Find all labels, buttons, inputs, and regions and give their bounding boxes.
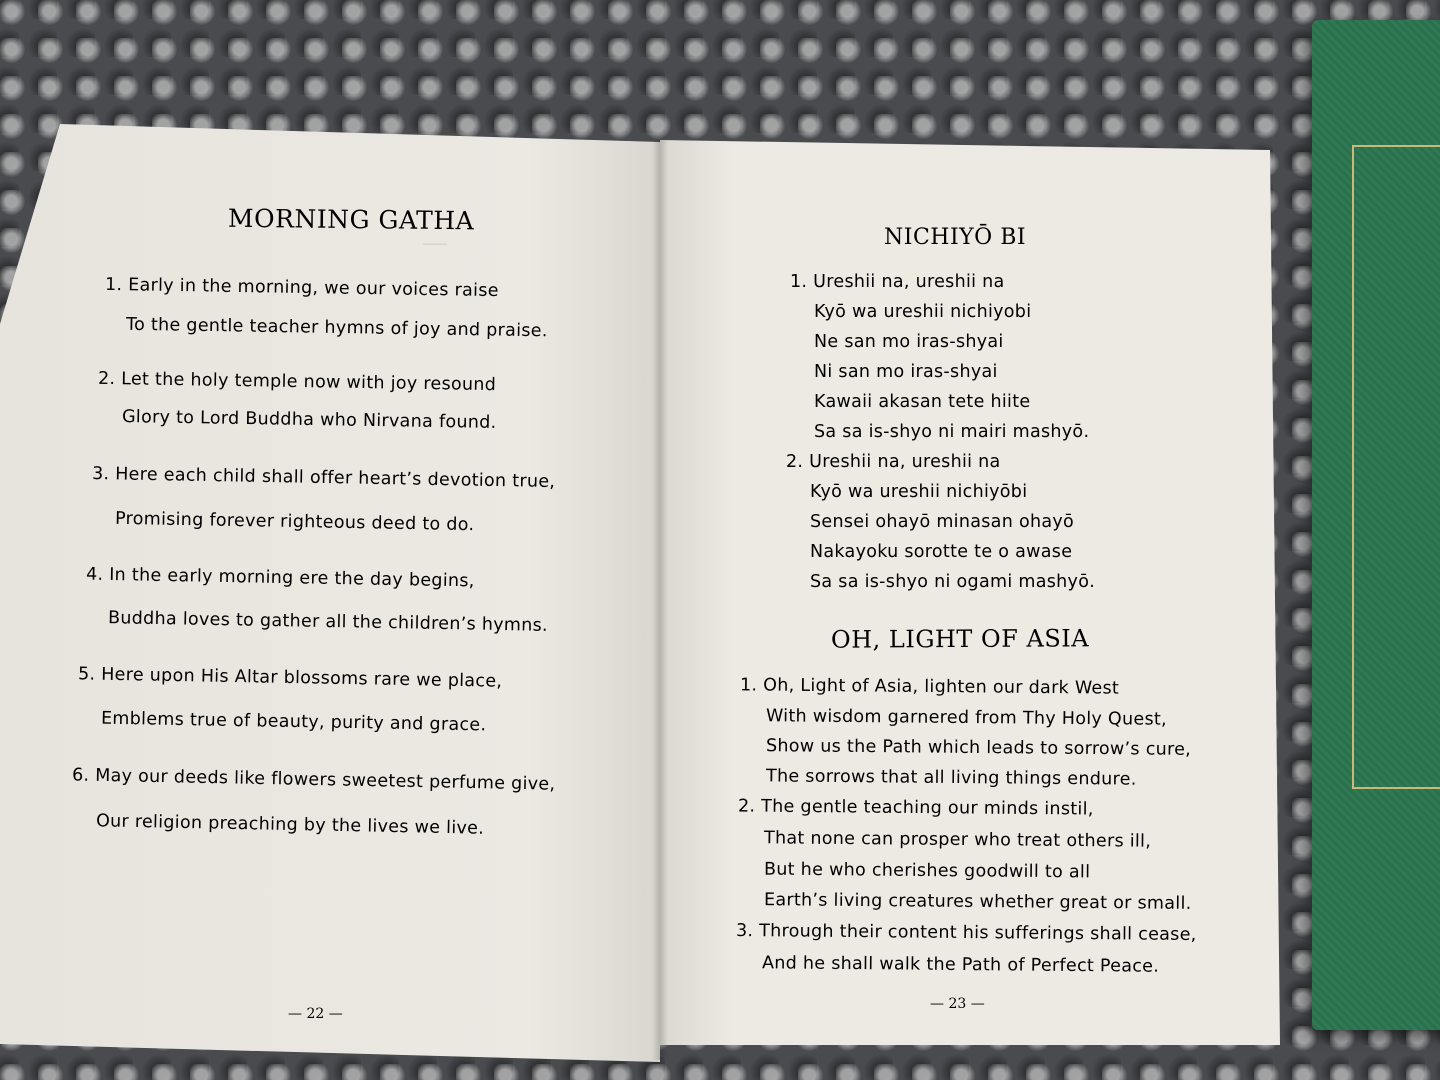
left-page bbox=[0, 124, 660, 1062]
verse-line: Our religion preaching by the lives we live. bbox=[95, 811, 485, 839]
page-number-right: — 23 — bbox=[930, 996, 985, 1012]
page-title-nichiyo-bi: NICHIYŌ BI bbox=[884, 225, 1027, 250]
verse-line: Sa sa is-shyo ni ogami mashyō. bbox=[810, 572, 1096, 592]
verse-line: Kyō wa ureshii nichiyobi bbox=[814, 302, 1032, 322]
verse-line: Kyō wa ureshii nichiyōbi bbox=[810, 482, 1028, 502]
verse-line: And he shall walk the Path of Perfect Peace. bbox=[761, 953, 1160, 977]
verse-line: Kawaii akasan tete hiite bbox=[814, 392, 1031, 412]
verse-line: Ni san mo iras-shyai bbox=[814, 362, 998, 382]
verse-line: 2. Ureshii na, ureshii na bbox=[786, 452, 1001, 472]
verse-line: Earth’s living creatures whether great or small. bbox=[763, 890, 1192, 914]
verse-line: To the gentle teacher hymns of joy and praise. bbox=[125, 314, 548, 342]
verse-line: Promising forever righteous deed to do. bbox=[114, 508, 475, 536]
verse-line: Show us the Path which leads to sorrow’s cure, bbox=[765, 736, 1192, 760]
show-through-text: — bbox=[422, 228, 449, 258]
page-number-left: — 22 — bbox=[288, 1006, 343, 1022]
verse-line: The sorrows that all living things endure. bbox=[765, 766, 1137, 790]
verse-line: 6. May our deeds like flowers sweetest perfume give, bbox=[71, 765, 556, 795]
verse-line: With wisdom garnered from Thy Holy Quest, bbox=[765, 706, 1168, 730]
verse-line: 5. Here upon His Altar blossoms rare we place, bbox=[77, 664, 503, 692]
verse-line: Nakayoku sorotte te o awase bbox=[810, 542, 1073, 562]
verse-line: 1. Oh, Light of Asia, lighten our dark West bbox=[739, 675, 1120, 699]
verse-line: 2. Let the holy temple now with joy resound bbox=[97, 368, 497, 396]
verse-line: But he who cherishes goodwill to all bbox=[763, 859, 1091, 883]
verse-line: Glory to Lord Buddha who Nirvana found. bbox=[121, 407, 497, 433]
verse-line: 3. Through their content his sufferings shall cease, bbox=[735, 920, 1197, 946]
booklet-spine bbox=[652, 140, 668, 1060]
verse-line: 2. The gentle teaching our minds instil, bbox=[737, 796, 1094, 820]
verse-line: 4. In the early morning ere the day begins, bbox=[85, 564, 475, 592]
verse-line: Ne san mo iras-shyai bbox=[814, 332, 1004, 352]
verse-line: 3. Here each child shall offer heart’s devotion true, bbox=[91, 463, 556, 493]
verse-line: 1. Ureshii na, ureshii na bbox=[790, 272, 1005, 292]
page-title-morning-gatha: MORNING GATHA bbox=[227, 203, 475, 236]
verse-line: Buddha loves to gather all the children’s hymns. bbox=[107, 608, 549, 636]
page-title-oh-light-of-asia: OH, LIGHT OF ASIA bbox=[830, 624, 1090, 654]
verse-line: Sa sa is-shyo ni mairi mashyō. bbox=[814, 422, 1090, 442]
verse-line: Sensei ohayō minasan ohayō bbox=[810, 512, 1075, 532]
verse-line: Emblems true of beauty, purity and grace. bbox=[100, 708, 487, 736]
verse-line: 1. Early in the morning, we our voices raise bbox=[104, 274, 499, 302]
verse-line: That none can prosper who treat others ill, bbox=[763, 828, 1152, 852]
